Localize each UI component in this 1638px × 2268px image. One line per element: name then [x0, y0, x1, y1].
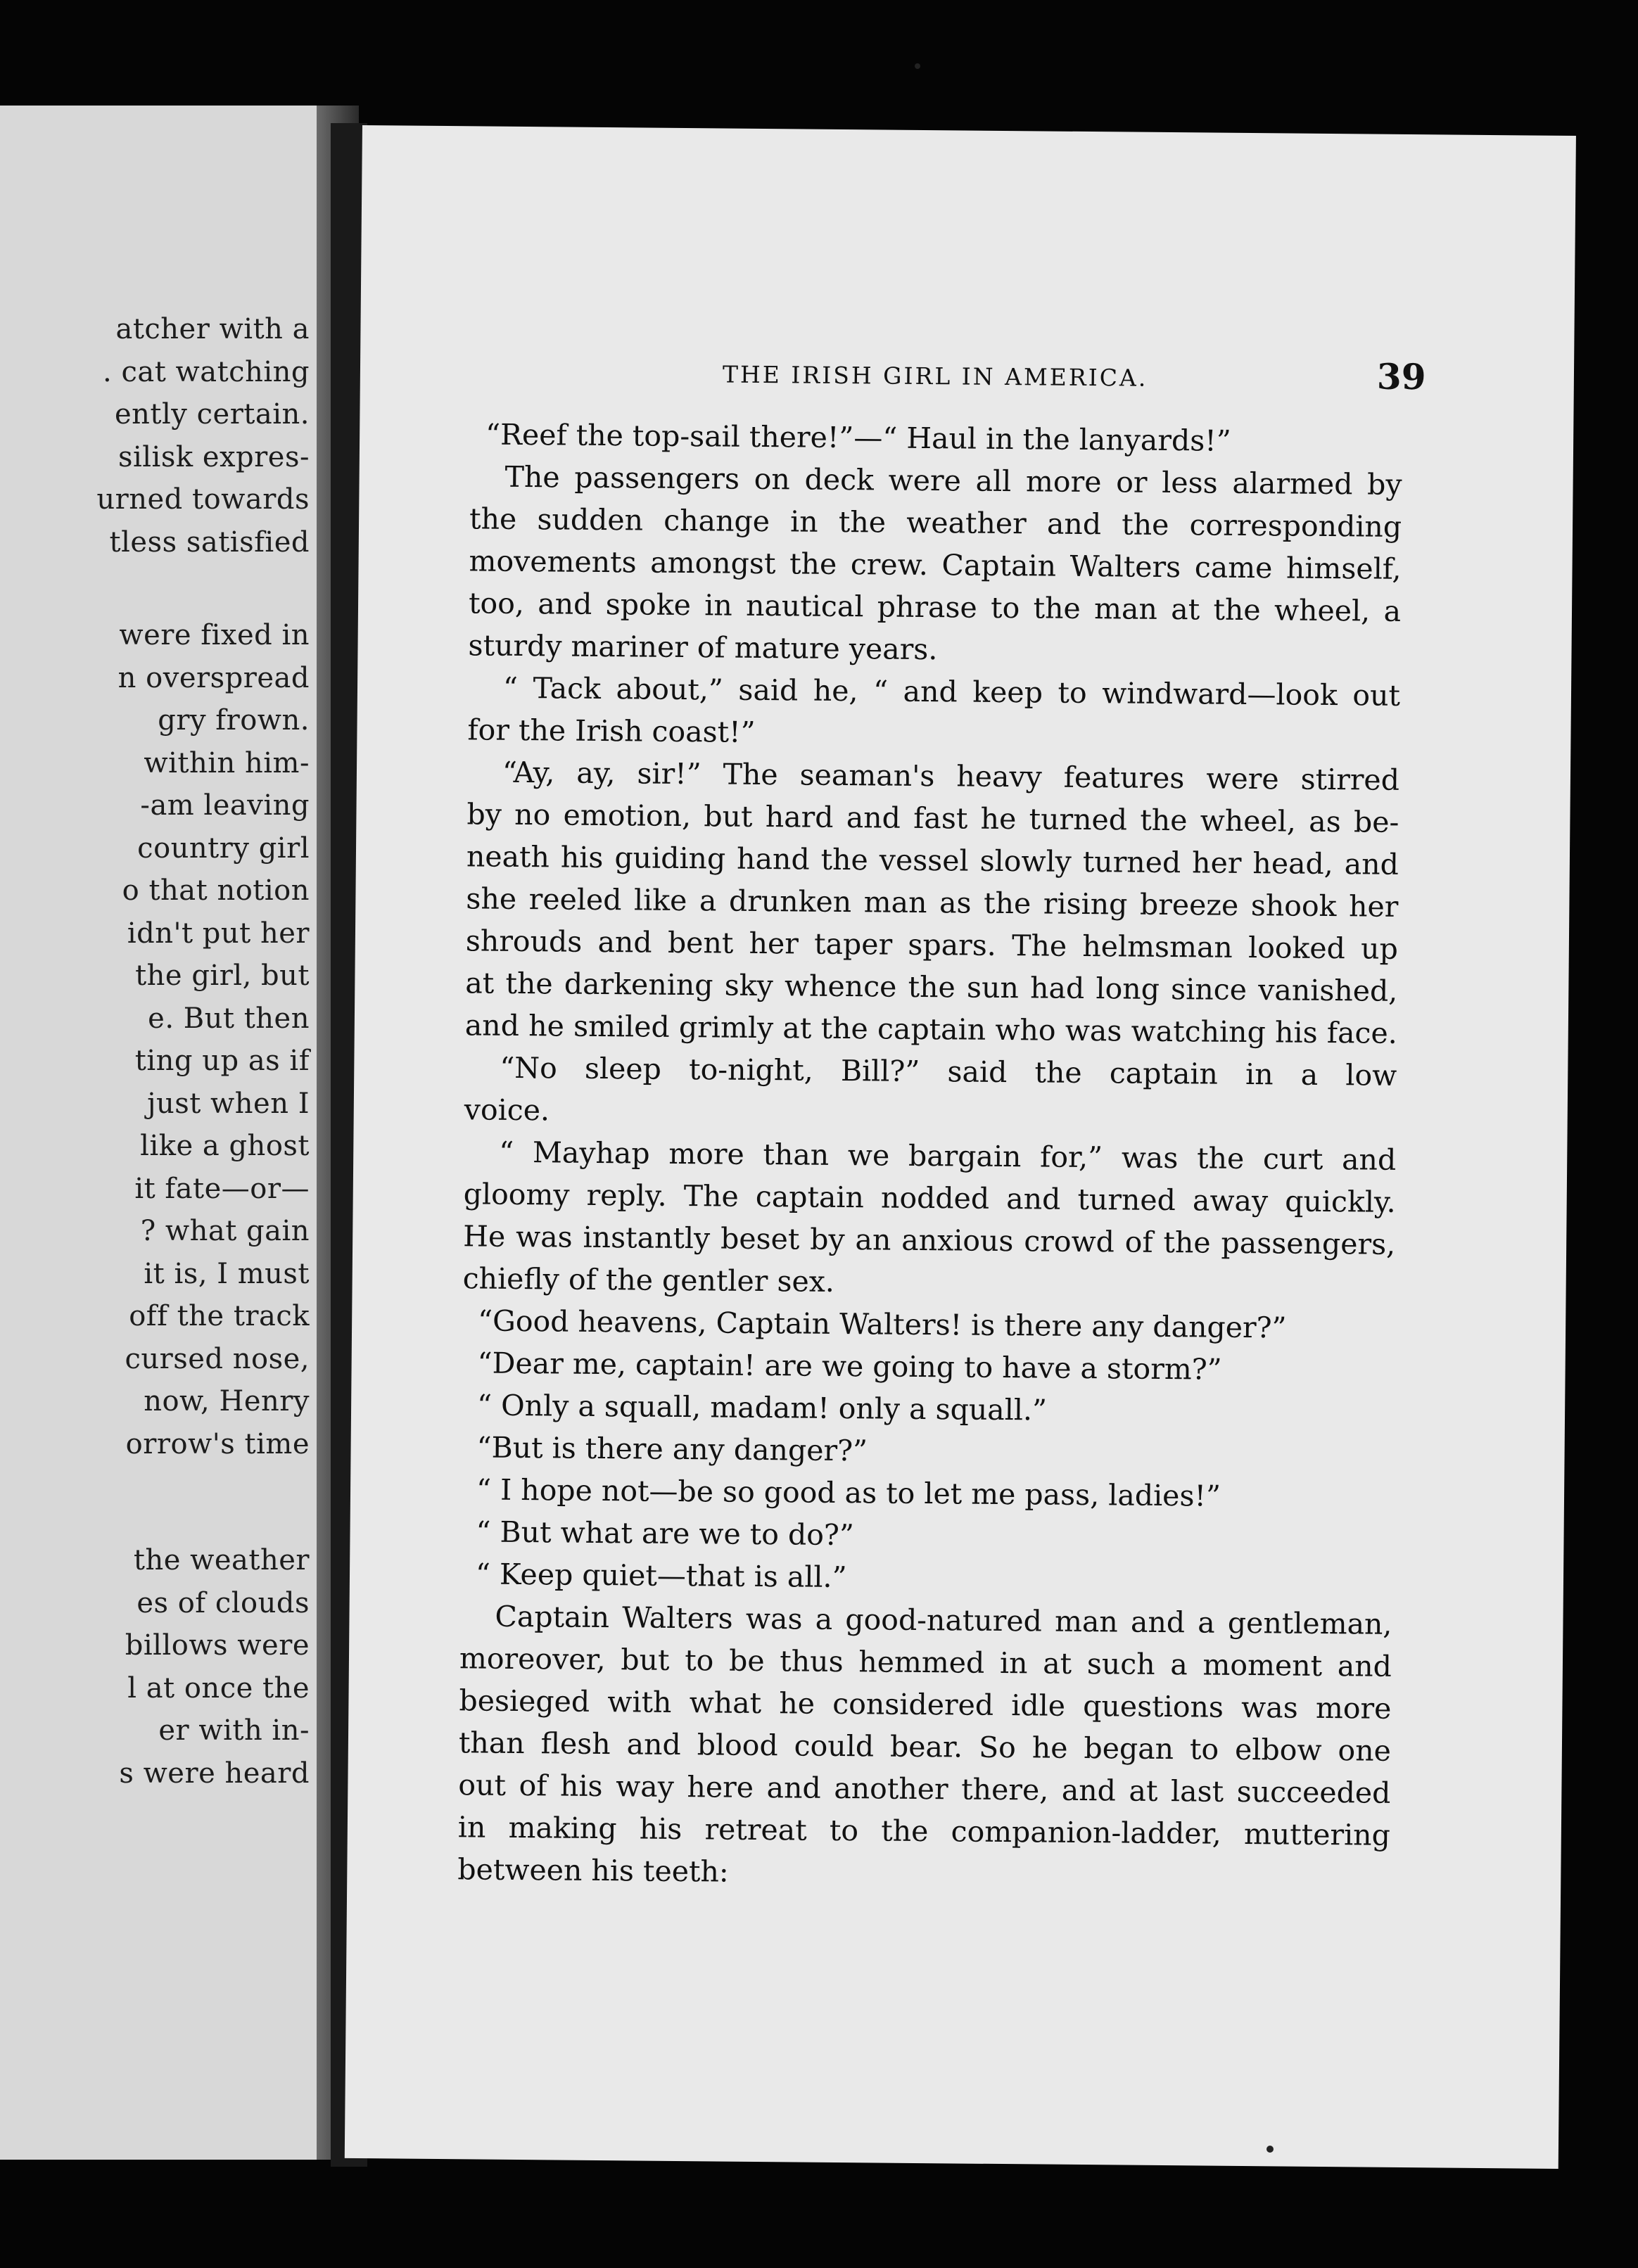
- left-page-line: cursed nose,: [125, 1342, 310, 1375]
- left-page-line: e. But then: [148, 1002, 310, 1035]
- left-page-line: -am leaving: [140, 789, 310, 822]
- text-line: “Reef the top-sail there!”—“ Haul in the lanyards!”: [485, 417, 1231, 458]
- text-line: at the darkening sky whence the sun had long since vanished,: [465, 966, 1398, 1008]
- left-page-fragment: [0, 106, 317, 2160]
- text-line: sturdy mariner of mature years.: [468, 628, 938, 667]
- text-line: movements amongst the crew. Captain Walters came himself,: [469, 544, 1402, 586]
- text-line: “ Mayhap more than we bargain for,” was the curt and: [499, 1135, 1397, 1177]
- text-line: by no emotion, but hard and fast he turned the wheel, as be-: [466, 797, 1399, 839]
- text-line: chiefly of the gentler sex.: [462, 1261, 835, 1299]
- left-page-line: urned towards: [96, 483, 310, 516]
- right-page: [345, 125, 1576, 2169]
- page-number: 39: [1376, 355, 1426, 398]
- left-page-line: ? what gain: [140, 1215, 310, 1247]
- left-page-line: es of clouds: [136, 1586, 310, 1619]
- left-page-line: the weather: [133, 1544, 310, 1576]
- left-page-line: idn't put her: [127, 917, 310, 950]
- left-page-line: the girl, but: [135, 960, 310, 992]
- left-page-line: ently certain.: [115, 398, 310, 431]
- left-page-line: s were heard: [119, 1757, 310, 1790]
- left-page-line: n overspread: [118, 661, 310, 694]
- running-head: THE IRISH GIRL IN AMERICA.: [722, 360, 1148, 392]
- text-line: “ I hope not—be so good as to let me pass, ladies!”: [476, 1472, 1221, 1513]
- text-line: gloomy reply. The captain nodded and turned away quickly.: [463, 1177, 1396, 1219]
- text-line: in making his retreat to the companion-ladder, muttering: [457, 1810, 1391, 1852]
- text-line: and he smiled grimly at the captain who was watching his face.: [464, 1008, 1398, 1050]
- left-page-line: atcher with a: [115, 313, 310, 345]
- body-text: [457, 413, 1402, 1898]
- text-line: neath his guiding hand the vessel slowly turned her head, and: [466, 839, 1399, 881]
- text-line: “ Only a squall, madam! only a squall.”: [476, 1388, 1048, 1427]
- text-line: besieged with what he considered idle questions was more: [459, 1683, 1392, 1726]
- text-line: “ Tack about,” said he, “ and keep to windward—look out: [502, 670, 1401, 713]
- left-page-line: within him-: [144, 746, 310, 779]
- left-page-line: . cat watching: [103, 355, 310, 388]
- text-line: “Good heavens, Captain Walters! is there any danger?”: [477, 1304, 1287, 1345]
- dust-speck: [915, 63, 920, 69]
- left-page-line: ting up as if: [134, 1045, 310, 1077]
- left-page-line: tless satisfied: [109, 525, 310, 559]
- text-line: “No sleep to-night, Bill?” said the captain in a low: [500, 1050, 1397, 1092]
- text-line: between his teeth:: [457, 1852, 729, 1889]
- dust-speck: [1266, 2146, 1274, 2153]
- text-line: “But is there any danger?”: [476, 1430, 868, 1468]
- left-page-line: gry frown.: [158, 704, 310, 737]
- text-line: voice.: [464, 1092, 550, 1128]
- left-page-line: l at once the: [127, 1671, 310, 1705]
- text-line: “Dear me, captain! are we going to have a storm?”: [477, 1346, 1222, 1387]
- text-line: too, and spoke in nautical phrase to the man at the wheel, a: [468, 586, 1402, 628]
- left-page-line: off the track: [129, 1300, 310, 1332]
- text-line: shrouds and bent her taper spars. The helmsman looked up: [465, 924, 1399, 966]
- left-page-line: it fate—or—: [134, 1172, 310, 1205]
- text-line: “ Keep quiet—that is all.”: [475, 1557, 847, 1595]
- left-page-line: like a ghost: [140, 1130, 310, 1162]
- left-page-line: er with in-: [158, 1714, 310, 1747]
- text-line: than flesh and blood could bear. So he began to elbow one: [458, 1726, 1392, 1768]
- left-page-line: o that notion: [122, 874, 310, 907]
- left-page-line: now, Henry: [144, 1385, 310, 1418]
- left-page-line: were fixed in: [119, 619, 310, 651]
- left-page-line: just when I: [147, 1087, 310, 1120]
- text-line: for the Irish coast!”: [467, 713, 756, 749]
- left-page-line: orrow's time: [125, 1427, 310, 1460]
- text-line: “ But what are we to do?”: [476, 1515, 855, 1553]
- left-page-line: country girl: [137, 832, 310, 865]
- text-line: The passengers on deck were all more or less alarmed by: [504, 459, 1402, 502]
- text-line: the sudden change in the weather and the corresponding: [469, 502, 1402, 544]
- text-line: out of his way here and another there, and at last succeeded: [458, 1768, 1391, 1810]
- left-page-line: billows were: [125, 1629, 310, 1662]
- text-line: moreover, but to be thus hemmed in at such a moment and: [459, 1641, 1392, 1683]
- text-line: Captain Walters was a good-natured man and a gentleman,: [495, 1599, 1392, 1641]
- left-page-line: silisk expres-: [118, 440, 310, 473]
- text-line: “Ay, ay, sir!” The seaman's heavy features were stirred: [502, 755, 1400, 797]
- left-page-line: it is, I must: [144, 1257, 310, 1290]
- text-line: He was instantly beset by an anxious crowd of the passengers,: [463, 1219, 1396, 1261]
- text-line: she reeled like a drunken man as the rising breeze shook her: [466, 881, 1399, 924]
